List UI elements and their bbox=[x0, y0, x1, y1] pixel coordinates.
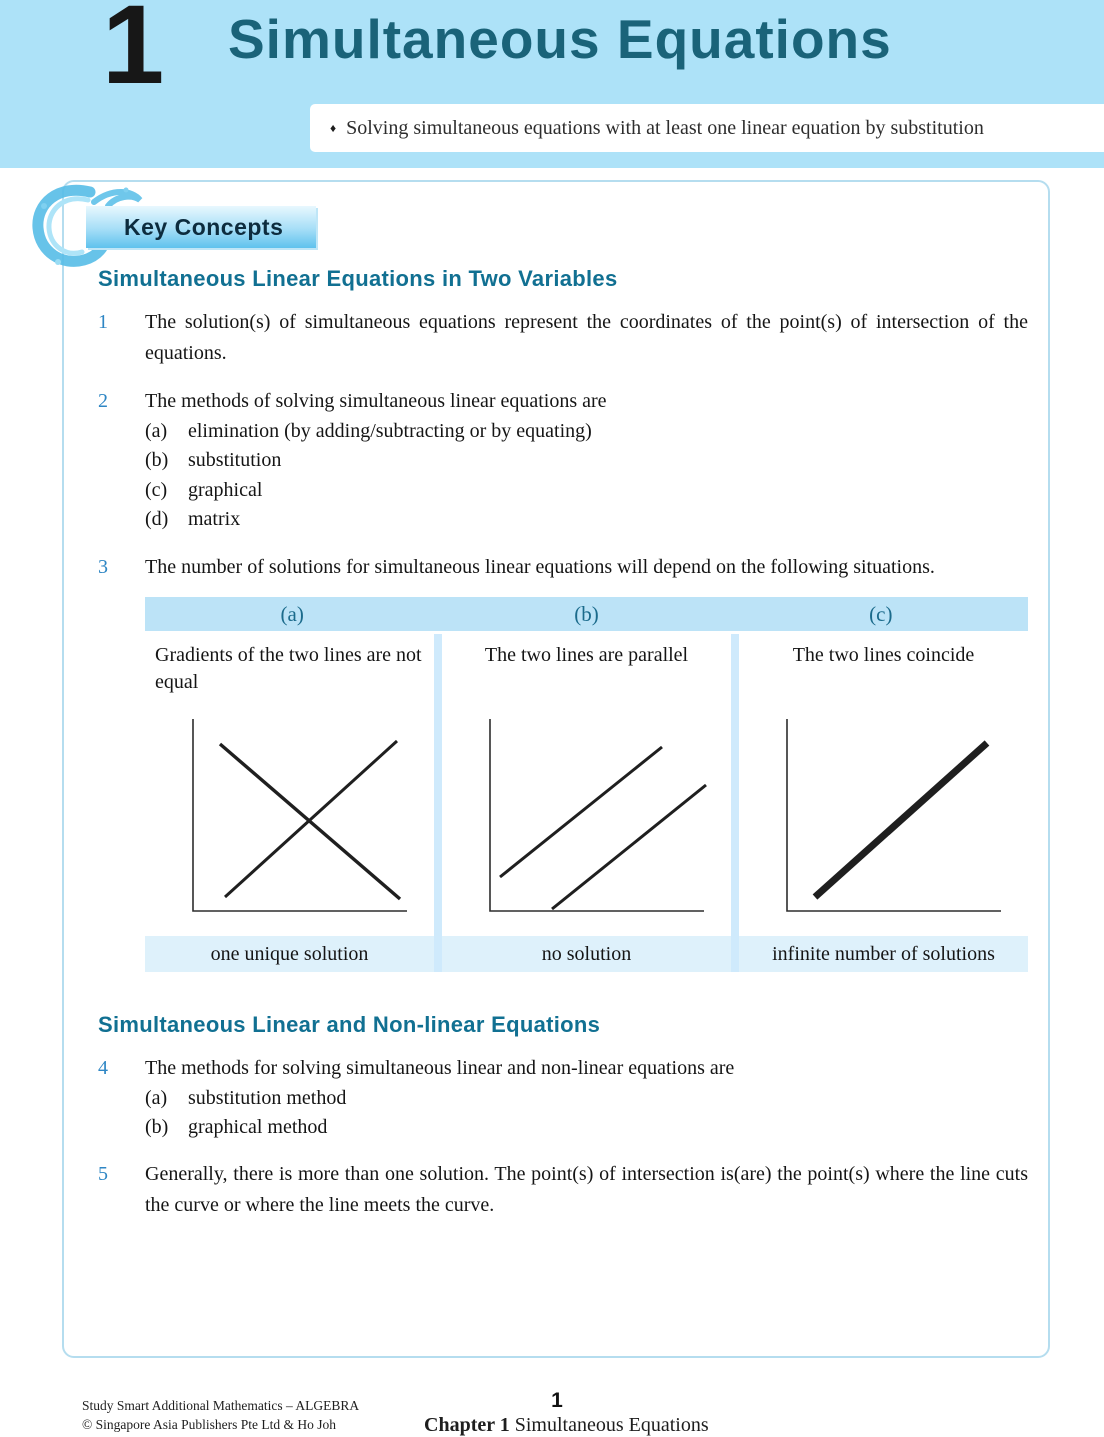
item-text: The number of solutions for simultaneous linear equations will depend on the following situations. bbox=[145, 555, 935, 578]
item-number: 3 bbox=[98, 555, 108, 578]
table-header-a: (a) bbox=[280, 601, 304, 626]
list-item-3 bbox=[98, 552, 1028, 583]
sub-item-a bbox=[145, 1084, 1028, 1113]
footer-chapter-line bbox=[424, 1414, 709, 1437]
footer-series-title: Study Smart Additional Mathematics – ALGEBRA bbox=[82, 1398, 360, 1413]
key-concepts-badge bbox=[86, 206, 316, 248]
table-desc-a: Gradients of the two lines are not equal bbox=[145, 634, 434, 698]
diamond-bullet-icon: ♦ bbox=[330, 120, 337, 135]
item-number: 1 bbox=[98, 311, 108, 333]
table-desc-c: The two lines coincide bbox=[739, 634, 1028, 698]
sub-item-label: (a) bbox=[145, 1086, 168, 1109]
coincident-lines-diagram bbox=[739, 698, 1028, 936]
sub-item-d bbox=[145, 505, 1028, 534]
objective-strip bbox=[310, 104, 1104, 152]
table-header-b: (b) bbox=[574, 601, 599, 626]
item-text: The methods of solving simultaneous linear equations are bbox=[145, 390, 607, 412]
sub-item-text: graphical bbox=[188, 478, 263, 501]
table-body bbox=[145, 634, 1028, 972]
chapter-header bbox=[0, 0, 1104, 168]
footer-copyright: © Singapore Asia Publishers Pte Ltd & Ho Joh bbox=[82, 1417, 337, 1432]
item-number: 2 bbox=[98, 390, 108, 412]
page-number: 1 bbox=[551, 1389, 563, 1412]
sub-item-text: graphical method bbox=[188, 1115, 328, 1138]
sub-item-a bbox=[145, 417, 1028, 446]
sub-item-text: matrix bbox=[188, 508, 241, 531]
table-header-c: (c) bbox=[869, 601, 893, 626]
chapter-title: Simultaneous Equations bbox=[228, 8, 892, 70]
list-item-1 bbox=[98, 307, 1028, 369]
table-result-a: one unique solution bbox=[145, 936, 434, 972]
footer-chapter-label: Chapter 1 bbox=[424, 1414, 510, 1436]
table-desc-b: The two lines are parallel bbox=[442, 634, 731, 698]
item-text: Generally, there is more than one solution. The point(s) of intersection is(are) the point(s) where the line cuts the curve or where the line meets the curve. bbox=[145, 1163, 1028, 1217]
section-heading-linear-nonlinear: Simultaneous Linear and Non-linear Equations bbox=[98, 1011, 601, 1037]
table-result-b: no solution bbox=[442, 936, 731, 972]
sub-item-text: substitution method bbox=[188, 1086, 347, 1109]
section-heading-linear-two-variables: Simultaneous Linear Equations in Two Variables bbox=[98, 266, 618, 291]
sub-item-text: elimination (by adding/subtracting or by equating) bbox=[188, 420, 592, 442]
coincident-lines-svg bbox=[759, 709, 1009, 924]
key-concepts-panel bbox=[62, 180, 1050, 1358]
axes bbox=[490, 719, 704, 911]
footer-chapter-title: Simultaneous Equations bbox=[514, 1414, 709, 1436]
item-text: The solution(s) of simultaneous equations represent the coordinates of the point(s) of intersection of the equations. bbox=[145, 311, 1028, 364]
objective-text: Solving simultaneous equations with at least one linear equation by substitution bbox=[346, 116, 984, 139]
item-number: 5 bbox=[98, 1163, 108, 1186]
table-result-c: infinite number of solutions bbox=[739, 936, 1028, 972]
list-item-2 bbox=[98, 386, 1028, 535]
parallel-lines-diagram bbox=[442, 698, 731, 936]
item-number: 4 bbox=[98, 1056, 108, 1079]
sub-item-text: substitution bbox=[188, 449, 282, 472]
sub-item-label: (b) bbox=[145, 449, 169, 472]
panel-content bbox=[64, 266, 1048, 1235]
sub-item-label: (b) bbox=[145, 1115, 169, 1138]
chapter-number: 1 bbox=[102, 0, 163, 107]
intersecting-lines-diagram bbox=[145, 698, 434, 936]
sub-item-b bbox=[145, 1113, 1028, 1142]
solutions-table bbox=[145, 597, 1028, 972]
key-concepts-label: Key Concepts bbox=[124, 214, 284, 240]
list-item-4 bbox=[98, 1053, 1028, 1143]
sub-item-b bbox=[145, 446, 1028, 475]
sub-item-label: (d) bbox=[145, 508, 169, 531]
parallel-lines-svg bbox=[462, 709, 712, 924]
intersecting-lines-svg bbox=[165, 709, 415, 924]
axes bbox=[787, 719, 1001, 911]
sub-item-c bbox=[145, 476, 1028, 505]
list-item-5 bbox=[98, 1159, 1028, 1221]
item-text: The methods for solving simultaneous linear and non-linear equations are bbox=[145, 1056, 735, 1079]
sub-item-label: (c) bbox=[145, 478, 168, 501]
sub-item-label: (a) bbox=[145, 420, 168, 442]
table-header-row bbox=[145, 597, 1028, 631]
